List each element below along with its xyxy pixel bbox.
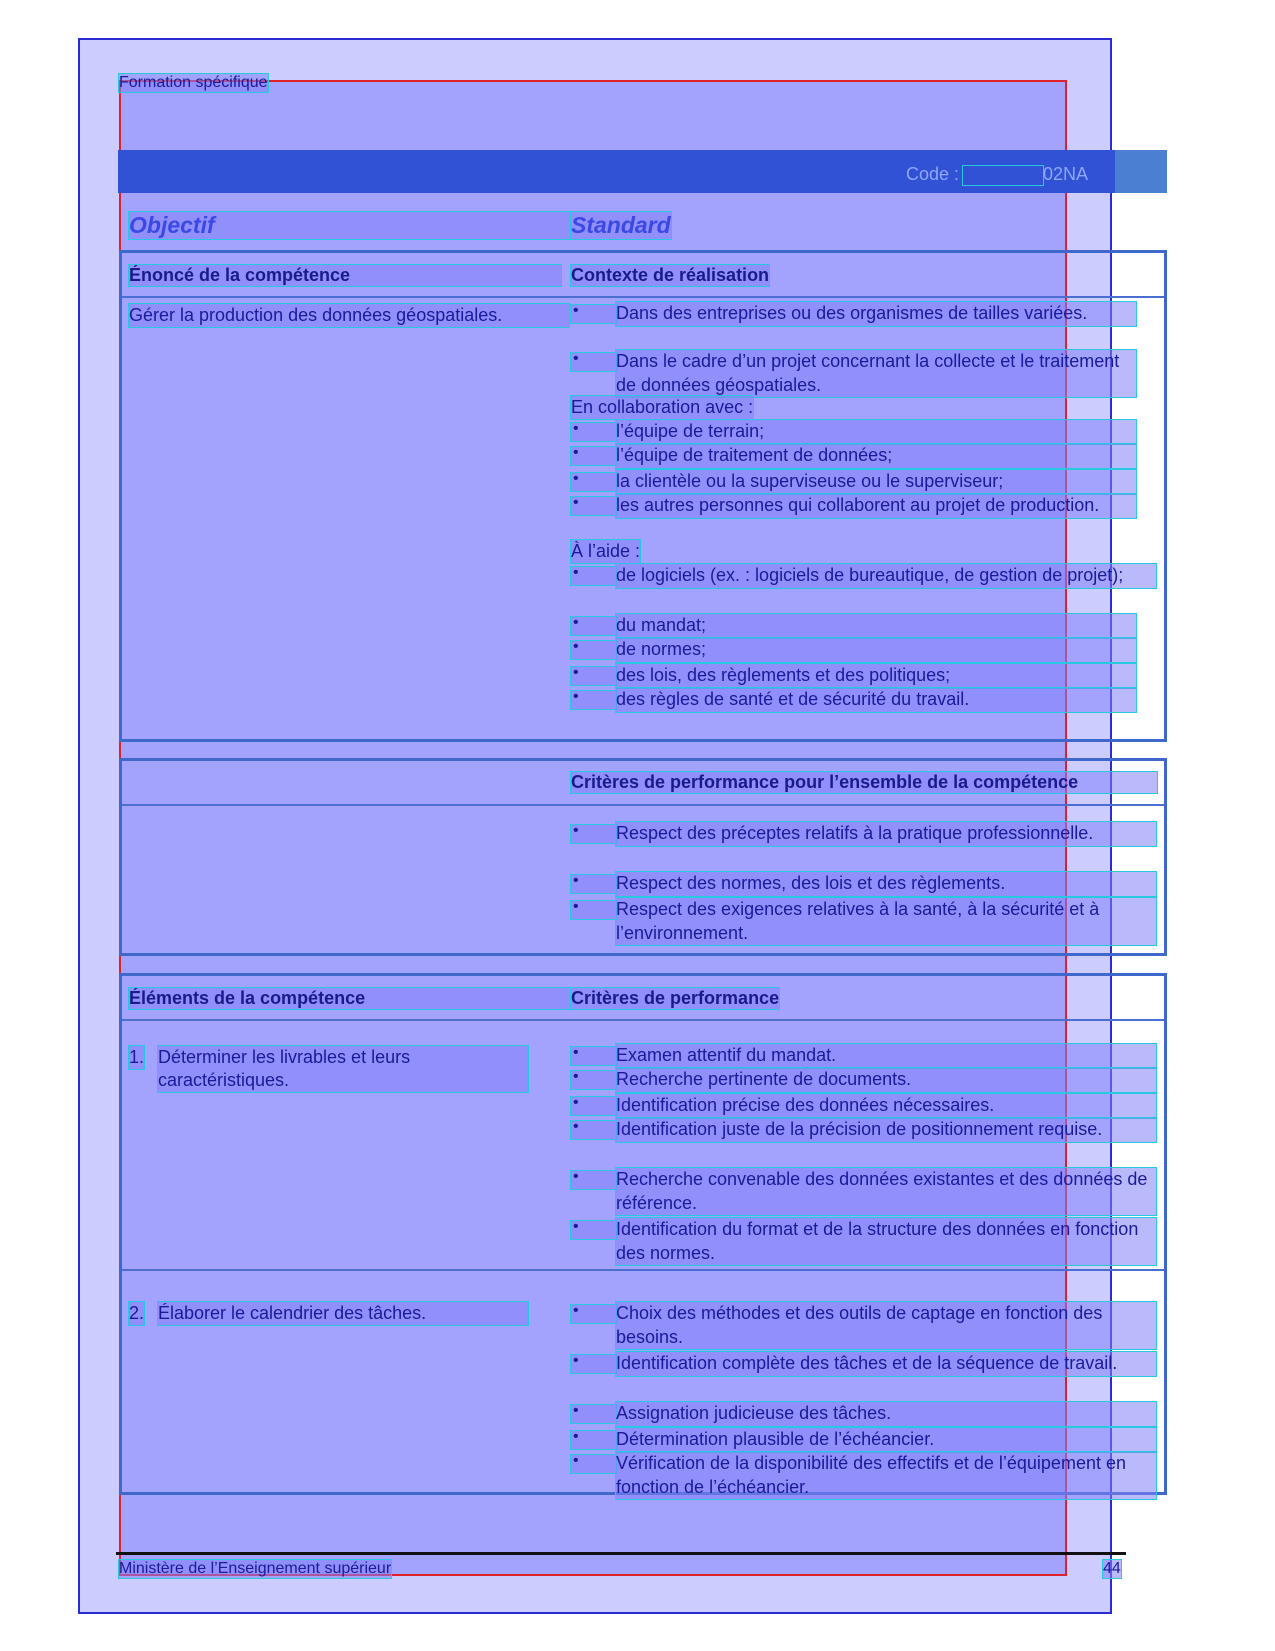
- bullet-icon: [571, 1071, 616, 1089]
- competence-statement: Gérer la production des données géospatiales.: [129, 304, 569, 327]
- criteres-ensemble-header: Critères de performance pour l’ensemble de la compétence: [571, 772, 1157, 793]
- contexte-subheading: En collaboration avec :: [571, 397, 754, 417]
- bullet-icon: [571, 1455, 616, 1473]
- element-text: Élaborer le calendrier des tâches.: [158, 1302, 528, 1325]
- objectif-title: Objectif: [129, 212, 569, 239]
- bullet-icon: [571, 667, 616, 685]
- code-value: 02NA: [1043, 164, 1089, 184]
- bullet-icon: [571, 825, 616, 843]
- criteres-header: Critères de performance: [571, 988, 780, 1008]
- contexte-item: les autres personnes qui collaborent au projet de production.: [616, 494, 1136, 518]
- critere-item: Recherche pertinente de documents.: [616, 1068, 1156, 1092]
- contexte-item: Dans des entreprises ou des organismes de tailles variées.: [616, 302, 1136, 326]
- bullet-icon: [571, 447, 616, 465]
- bullet-icon: [571, 641, 616, 659]
- contexte-item: du mandat;: [616, 614, 1136, 638]
- footer-rule: [116, 1552, 1126, 1555]
- contexte-header: Contexte de réalisation: [571, 265, 770, 285]
- bullet-icon: [571, 567, 616, 585]
- critere-item: Identification du format et de la structure des données en fonction des normes.: [616, 1218, 1156, 1265]
- contexte-item: l’équipe de terrain;: [616, 420, 1136, 444]
- critere-ensemble-item: Respect des préceptes relatifs à la pratique professionnelle.: [616, 822, 1156, 846]
- critere-item: Vérification de la disponibilité des effectifs et de l’équipement en fonction de l’échéancier.: [616, 1452, 1156, 1499]
- element-number: 2.: [129, 1303, 145, 1323]
- bullet-icon: [571, 473, 616, 491]
- bullet-icon: [571, 423, 616, 441]
- page-header-label: Formation spécifique: [119, 74, 268, 91]
- bullet-icon: [571, 1121, 616, 1139]
- critere-item: Examen attentif du mandat.: [616, 1044, 1156, 1068]
- critere-item: Identification complète des tâches et de la séquence de travail.: [616, 1352, 1156, 1376]
- contexte-item: l’équipe de traitement de données;: [616, 444, 1136, 468]
- enonce-header: Énoncé de la compétence: [129, 265, 561, 286]
- bullet-icon: [571, 1047, 616, 1065]
- bullet-icon: [571, 1171, 616, 1189]
- standard-title: Standard: [571, 212, 671, 238]
- critere-ensemble-item: Respect des exigences relatives à la santé, à la sécurité et à l’environnement.: [616, 898, 1156, 945]
- bullet-icon: [571, 901, 616, 919]
- contexte-item: la clientèle ou la superviseuse ou le superviseur;: [616, 470, 1136, 494]
- footer-ministry: Ministère de l’Enseignement supérieur: [119, 1560, 392, 1577]
- contexte-item: Dans le cadre d’un projet concernant la collecte et le traitement de données géospatiales.: [616, 350, 1136, 397]
- contexte-item: des règles de santé et de sécurité du travail.: [616, 688, 1136, 712]
- critere-item: Assignation judicieuse des tâches.: [616, 1402, 1156, 1426]
- bullet-icon: [571, 875, 616, 893]
- bullet-icon: [571, 1431, 616, 1449]
- bullet-icon: [571, 691, 616, 709]
- critere-item: Choix des méthodes et des outils de captage en fonction des besoins.: [616, 1302, 1156, 1349]
- bullet-icon: [571, 305, 616, 323]
- bullet-icon: [571, 1355, 616, 1373]
- code-bar-end: [1115, 150, 1167, 193]
- bullet-icon: [571, 617, 616, 635]
- critere-item: Identification précise des données nécessaires.: [616, 1094, 1156, 1118]
- elements-header: Éléments de la compétence: [129, 988, 569, 1009]
- critere-ensemble-item: Respect des normes, des lois et des règlements.: [616, 872, 1156, 896]
- code-label: Code :: [906, 164, 960, 184]
- element-number: 1.: [129, 1047, 145, 1067]
- contexte-item: de logiciels (ex. : logiciels de bureautique, de gestion de projet);: [616, 564, 1156, 588]
- bullet-icon: [571, 353, 616, 371]
- critere-item: Identification juste de la précision de positionnement requise.: [616, 1118, 1156, 1142]
- bullet-icon: [571, 1405, 616, 1423]
- contexte-item: de normes;: [616, 638, 1136, 662]
- contexte-item: des lois, des règlements et des politiques;: [616, 664, 1136, 688]
- bullet-icon: [571, 497, 616, 515]
- bullet-icon: [571, 1097, 616, 1115]
- critere-item: Recherche convenable des données existantes et des données de référence.: [616, 1168, 1156, 1215]
- bullet-icon: [571, 1305, 616, 1323]
- contexte-subheading: À l’aide :: [571, 541, 641, 561]
- critere-item: Détermination plausible de l’échéancier.: [616, 1428, 1156, 1452]
- page-number: 44: [1103, 1560, 1121, 1577]
- code-field: [963, 166, 1043, 185]
- element-text: Déterminer les livrables et leurs caractéristiques.: [158, 1046, 528, 1092]
- bullet-icon: [571, 1221, 616, 1239]
